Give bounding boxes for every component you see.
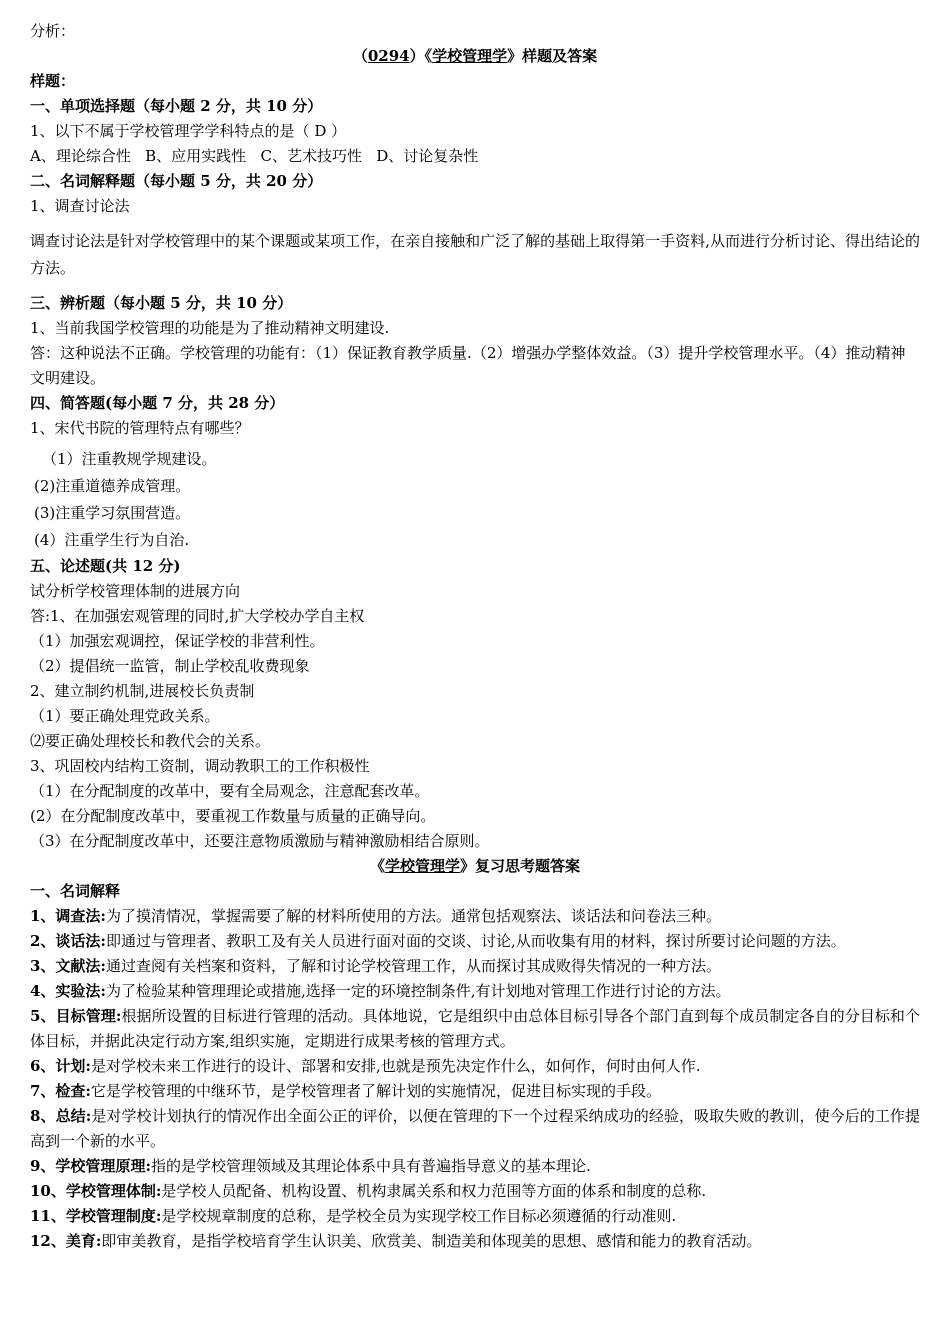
glossary-definition: 是对学校未来工作进行的设计、部署和安排,也就是预先决定作什么，如何作，何时由何人作. [90,1057,701,1075]
essay-answer-line: （1）加强宏观调控，保证学校的非营利性。 [30,632,325,650]
essay-answer-line: （1）要正确处理党政关系。 [30,707,220,725]
review-title [30,854,920,879]
essay-answer-line: （1）在分配制度的改革中，要有全局观念，注意配套改革。 [30,782,430,800]
glossary-term: 10、学校管理体制: [30,1182,162,1200]
glossary-definition: 为了检验某种管理理论或措施,选择一定的环境控制条件,有计划地对管理工作进行讨论的方法。 [105,982,731,1000]
section-heading-terms: 二、名词解释题（每小题 5 分，共 20 分） [30,172,323,190]
glossary-entry [30,1154,920,1179]
glossary-term: 7、检查: [30,1082,91,1100]
review-title-book-name: 学校管理学 [384,857,460,875]
section-heading-short: 四、简答题(每小题 7 分，共 28 分） [30,394,285,412]
glossary-entry [30,1204,920,1229]
glossary-term: 3、文献法: [30,957,106,975]
review-title-book-close: 》 [460,857,476,875]
essay-question: 试分析学校管理体制的进展方向 [30,582,241,600]
short-answer-item: (2)注重道德养成管理。 [34,477,191,495]
essay-answer-line: 2、建立制约机制,进展校长负责制 [30,682,255,700]
sample-label: 样题： [30,72,76,90]
essay-answer-line: （3）在分配制度改革中，还要注意物质激励与精神激励相结合原则。 [30,832,490,850]
choice-options: A、理论综合性 B、应用实践性 C、艺术技巧性 D、讨论复杂性 [30,147,479,165]
essay-answer-line: 3、巩固校内结构工资制，调动教职工的工作积极性 [30,757,370,775]
section-heading-glossary: 一、名词解释 [30,882,121,900]
essay-answer-line: ⑵要正确处理校长和教代会的关系。 [30,732,271,750]
glossary-definition: 指的是学校管理领域及其理论体系中具有普遍指导意义的基本理论. [150,1157,591,1175]
section-heading-essay: 五、论述题(共 12 分) [30,557,181,575]
essay-answer-line: （2）提倡统一监管，制止学校乱收费现象 [30,657,310,675]
analysis-answer: 答：这种说法不正确。学校管理的功能有：（1）保证教育教学质量.（2）增强办学整体效益。（3）提升学校管理水平。（4）推动精神文明建设。 [30,344,906,387]
glossary-definition: 是对学校计划执行的情况作出全面公正的评价，以便在管理的下一个过程采纳成功的经验，吸取失败的教训，使今后的工作提高到一个新的水平。 [30,1107,920,1150]
glossary-term: 6、计划: [30,1057,91,1075]
short-question: 1、宋代书院的管理特点有哪些？ [30,419,250,437]
short-answer-item: (4）注重学生行为自治. [34,531,190,549]
glossary-term: 11、学校管理制度: [30,1207,162,1225]
glossary-term: 5、目标管理: [30,1007,122,1025]
title-course-code: 0294 [367,47,410,65]
review-title-book-open: 《 [369,857,385,875]
term-answer: 调查讨论法是针对学校管理中的某个课题或某项工作，在亲自接触和广泛了解的基础上取得第一手资料,从而进行分析讨论、得出结论的方法。 [30,232,920,277]
document-title [30,44,920,69]
glossary-definition: 即通过与管理者、教职工及有关人员进行面对面的交谈、讨论,从而收集有用的材料，探讨所要讨论问题的方法。 [105,932,846,950]
glossary-entry [30,904,920,929]
glossary-entry [30,1229,920,1254]
glossary-definition: 是学校人员配备、机构设置、机构隶属关系和权力范围等方面的体系和制度的总称. [161,1182,707,1200]
essay-answer-line: 答:1、在加强宏观管理的同时,扩大学校办学自主权 [30,607,365,625]
glossary-entry [30,1104,920,1154]
glossary-definition: 即审美教育，是指学校培育学生认识美、欣赏美、制造美和体现美的思想、感情和能力的教育活动。 [101,1232,762,1250]
title-book-open: 《 [424,47,433,65]
glossary-entry [30,1054,920,1079]
glossary-entry [30,1079,920,1104]
glossary-entry [30,954,920,979]
short-answer-item: （1）注重教规学规建设。 [42,450,217,468]
choice-question: 1、以下不属于学校管理学学科特点的是（ D ） [30,122,347,140]
glossary-definition: 通过查阅有关档案和资料，了解和讨论学校管理工作，从而探讨其成败得失情况的一种方法。 [105,957,721,975]
section-heading-choice: 一、单项选择题（每小题 2 分，共 10 分） [30,97,323,115]
glossary-term: 12、美育: [30,1232,102,1250]
term-question: 1、调查讨论法 [30,197,130,215]
title-paren-open: （ [352,47,368,65]
glossary-definition: 为了摸清情况，掌握需要了解的材料所使用的方法。通常包括观察法、谈话法和问卷法三种。 [105,907,721,925]
section-heading-analysis: 三、辨析题（每小题 5 分，共 10 分） [30,294,293,312]
short-answer-item: (3)注重学习氛围营造。 [34,504,191,522]
glossary-entry [30,979,920,1004]
glossary-definition: 是学校规章制度的总称，是学校全员为实现学校工作目标必须遵循的行动准则. [161,1207,677,1225]
glossary-term: 9、学校管理原理: [30,1157,151,1175]
glossary-entry [30,929,920,954]
title-paren-close: ） [409,47,425,65]
glossary-term: 4、实验法: [30,982,106,1000]
glossary-definition: 它是学校管理的中继环节，是学校管理者了解计划的实施情况，促进目标实现的手段。 [90,1082,661,1100]
title-book-name: 学校管理学 [432,47,508,65]
glossary-term: 2、谈话法: [30,932,106,950]
title-book-close: 》 [507,47,523,65]
title-rest: 样题及答案 [522,47,598,65]
analysis-question: 1、当前我国学校管理的功能是为了推动精神文明建设. [30,319,390,337]
glossary-entry [30,1004,920,1054]
intro-label: 分析： [30,22,76,40]
essay-answer-line: (2）在分配制度改革中，要重视工作数量与质量的正确导向。 [30,807,436,825]
glossary-entry [30,1179,920,1204]
glossary-definition: 根据所设置的目标进行管理的活动。具体地说，它是组织中由总体目标引导各个部门直到每个成员制定各自的分目标和个体目标，并据此决定行动方案,组织实施，定期进行成果考核的管理方式。 [30,1007,920,1050]
glossary-term: 8、总结: [30,1107,92,1125]
review-title-rest: 复习思考题答案 [475,857,581,875]
glossary-term: 1、调查法: [30,907,106,925]
